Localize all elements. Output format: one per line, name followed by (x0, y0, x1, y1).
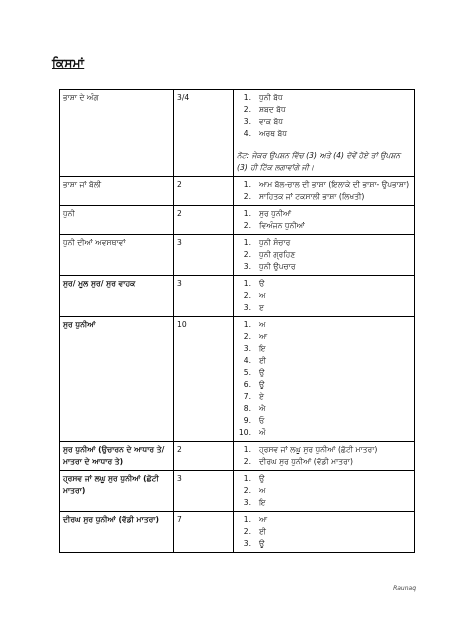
list-item (237, 444, 411, 456)
item-text: ਈ (259, 356, 267, 365)
item-text: ਊ (259, 380, 265, 389)
count-cell (174, 442, 234, 471)
list-item (237, 116, 411, 128)
item-text: ਇ (259, 498, 266, 507)
list-item (237, 104, 411, 116)
item-text: ਔ (259, 428, 266, 437)
count-value: 3 (177, 474, 182, 483)
item-number: 3. (243, 303, 251, 312)
table-row (60, 471, 415, 512)
item-number: 2. (243, 221, 251, 230)
item-text: ਧੁਨੀ ਗ੍ਰਹਿਣ (259, 250, 296, 259)
items-list (237, 237, 411, 273)
type-label: ਧੁਨੀ ਦੀਆਂ ਅਵਸਥਾਵਾਂ (63, 238, 126, 247)
list-item (237, 538, 411, 550)
types-table-body (60, 90, 415, 553)
type-label: ਭਾਸ਼ਾ ਦੇ ਅੰਗ (63, 93, 99, 102)
count-cell (174, 90, 234, 177)
item-text: ਸਾਹਿਤਕ ਜਾਂ ਟਕਸਾਲੀ ਭਾਸ਼ਾ (ਲਿਖਤੀ) (259, 192, 365, 201)
list-item (237, 526, 411, 538)
type-label: ਸੁਰ/ ਮੂਲ ਸੁਰ/ ਸੁਰ ਵਾਹਕ (63, 279, 136, 288)
type-cell (60, 206, 174, 235)
count-value: 2 (177, 209, 182, 218)
item-text: ਧੁਨੀ ਸੰਚਾਰ (259, 238, 291, 247)
item-number: 3. (243, 498, 251, 507)
note-text: ਨੋਟ: ਜੇਕਰ ਉਪਸ਼ਨ ਵਿੱਚ (3) ਅਤੇ (4) ਦੋਵੇਂ ਹੋਏ ਤਾਂ ਉਪਸ਼ਨ (3) ਹੀ ਟਿੱਕ ਲਗਾਵਾਂਗੇ ਜੀ। (237, 151, 401, 172)
item-number: 2. (243, 457, 251, 466)
items-list (237, 208, 411, 232)
items-cell (234, 235, 415, 276)
item-number: 1. (243, 279, 251, 288)
items-list (237, 473, 411, 509)
items-cell (234, 90, 415, 177)
item-text: ਸ਼ਬਦ ਬੋਧ (259, 105, 286, 114)
item-text: ਇ (259, 344, 266, 353)
item-text: ਆ (259, 515, 268, 524)
item-number: 1. (243, 209, 251, 218)
count-cell (174, 471, 234, 512)
list-item (237, 343, 411, 355)
item-text: ਅ (259, 320, 266, 329)
item-number: 1. (243, 180, 251, 189)
items-cell (234, 317, 415, 442)
count-value: 2 (177, 180, 182, 189)
item-text: ੳ (259, 279, 265, 288)
item-text: ਦੀਰਘ ਸੁਰ ਧੁਨੀਆਂ (ਵੱਡੀ ਮਾਤਰਾ) (259, 457, 353, 466)
item-number: 2. (243, 486, 251, 495)
list-item (237, 302, 411, 314)
type-label: ਸੁਰ ਧੁਨੀਆਂ (ਉਚਾਰਨ ਦੇ ਆਧਾਰ ਤੇ/ ਮਾਤਰਾ ਦੇ ਆਧਾਰ ਤੇ) (63, 445, 165, 466)
count-value: 2 (177, 445, 182, 454)
count-cell (174, 512, 234, 553)
items-cell (234, 177, 415, 206)
footer-author: Raunaq (393, 585, 416, 592)
list-item (237, 208, 411, 220)
type-label: ਦੀਰਘ ਸੁਰ ਧੁਨੀਆਂ (ਵੱਡੀ ਮਾਤਰਾ) (63, 515, 159, 524)
list-item (237, 514, 411, 526)
item-number: 3. (243, 539, 251, 548)
type-cell (60, 471, 174, 512)
table-row (60, 235, 415, 276)
count-value: 10 (177, 320, 187, 329)
count-cell (174, 177, 234, 206)
type-label: ਭਾਸ਼ਾ ਜਾਂ ਬੋਲੀ (63, 180, 102, 189)
list-item (237, 179, 411, 191)
item-number: 1. (243, 515, 251, 524)
type-cell (60, 235, 174, 276)
item-text: ਆ (259, 332, 268, 341)
count-cell (174, 317, 234, 442)
items-list (237, 319, 411, 439)
count-cell (174, 206, 234, 235)
item-text: ਏ (259, 392, 265, 401)
item-text: ਊ (259, 539, 265, 548)
list-item (237, 403, 411, 415)
list-item (237, 497, 411, 509)
table-row (60, 317, 415, 442)
item-text: ਉ (259, 474, 265, 483)
type-cell (60, 177, 174, 206)
list-item (237, 355, 411, 367)
item-text: ਈ (259, 527, 267, 536)
item-number: 2. (243, 527, 251, 536)
items-cell (234, 206, 415, 235)
table-row (60, 90, 415, 177)
item-text: ਅਰਥ ਬੋਧ (259, 129, 287, 138)
table-row (60, 276, 415, 317)
item-number: 3. (243, 262, 251, 271)
page-title: ਕਿਸਮਾਂ (52, 56, 85, 70)
item-number: 10. (238, 428, 251, 437)
items-cell (234, 276, 415, 317)
items-list (237, 92, 411, 140)
items-list (237, 278, 411, 314)
item-text: ਧੁਨੀ ਬੋਧ (259, 93, 283, 102)
item-text: ਅ (259, 291, 266, 300)
item-text: ਧੁਨੀ ਉਪਚਾਰ (259, 262, 296, 271)
list-item (237, 128, 411, 140)
item-number: 5. (243, 368, 251, 377)
item-number: 8. (243, 404, 251, 413)
item-text: ਓ (259, 416, 265, 425)
count-value: 7 (177, 515, 182, 524)
item-number: 2. (243, 291, 251, 300)
item-number: 2. (243, 105, 251, 114)
item-number: 4. (243, 356, 251, 365)
items-list (237, 514, 411, 550)
list-item (237, 473, 411, 485)
item-text: ਐ (259, 404, 266, 413)
item-number: 2. (243, 192, 251, 201)
list-item (237, 427, 411, 439)
type-label: ਹ੍ਰਸਵ ਜਾਂ ਲਘੂ ਸੁਰ ਧੁਨੀਆਂ (ਛੋਟੀ ਮਾਤਰਾ) (63, 474, 159, 495)
list-item (237, 485, 411, 497)
item-number: 4. (243, 129, 251, 138)
type-cell (60, 276, 174, 317)
item-text: ਸੁਰ ਧੁਨੀਆਂ (259, 209, 292, 218)
item-number: 1. (243, 474, 251, 483)
list-item (237, 456, 411, 468)
list-item (237, 237, 411, 249)
item-number: 9. (243, 416, 251, 425)
count-cell (174, 235, 234, 276)
type-cell (60, 512, 174, 553)
item-number: 1. (243, 238, 251, 247)
type-cell (60, 317, 174, 442)
items-list (237, 444, 411, 468)
list-item (237, 379, 411, 391)
item-text: ਅ (259, 486, 266, 495)
list-item (237, 191, 411, 203)
count-value: 3 (177, 279, 182, 288)
list-item (237, 415, 411, 427)
list-item (237, 220, 411, 232)
table-row (60, 206, 415, 235)
item-text: ਵਿਅੰਜਨ ਧੁਨੀਆਂ (259, 221, 305, 230)
list-item (237, 290, 411, 302)
table-row (60, 177, 415, 206)
item-text: ਉ (259, 368, 265, 377)
item-number: 7. (243, 392, 251, 401)
list-item (237, 319, 411, 331)
list-item (237, 391, 411, 403)
items-cell (234, 512, 415, 553)
item-number: 3. (243, 344, 251, 353)
item-text: ਆਮ ਬੋਲ-ਚਾਲ ਦੀ ਭਾਸ਼ਾ (ਇਲਾਕੇ ਦੀ ਭਾਸ਼ਾ- ਉਪਭਾਸ਼ਾ) (259, 180, 410, 189)
list-item (237, 331, 411, 343)
table-row (60, 512, 415, 553)
type-cell (60, 90, 174, 177)
item-number: 1. (243, 93, 251, 102)
type-cell (60, 442, 174, 471)
list-item (237, 249, 411, 261)
item-number: 2. (243, 332, 251, 341)
item-text: ੲ (259, 303, 265, 312)
count-value: 3/4 (177, 93, 190, 102)
list-item (237, 278, 411, 290)
items-list (237, 179, 411, 203)
item-number: 3. (243, 117, 251, 126)
table-row (60, 442, 415, 471)
list-item (237, 261, 411, 273)
items-cell (234, 442, 415, 471)
item-number: 1. (243, 445, 251, 454)
list-item (237, 367, 411, 379)
count-value: 3 (177, 238, 182, 247)
type-label: ਧੁਨੀ (63, 209, 75, 218)
count-cell (174, 276, 234, 317)
items-cell (234, 471, 415, 512)
types-table (59, 89, 415, 553)
type-label: ਸੁਰ ਧੁਨੀਆਂ (63, 320, 96, 329)
item-number: 1. (243, 320, 251, 329)
item-number: 2. (243, 250, 251, 259)
item-text: ਵਾਕ ਬੋਧ (259, 117, 284, 126)
item-text: ਹ੍ਰਸਵ ਜਾਂ ਲਘੂ ਸੁਰ ਧੁਨੀਆਂ (ਛੋਟੀ ਮਾਤਰਾ) (259, 445, 378, 454)
list-item (237, 92, 411, 104)
item-number: 6. (243, 380, 251, 389)
